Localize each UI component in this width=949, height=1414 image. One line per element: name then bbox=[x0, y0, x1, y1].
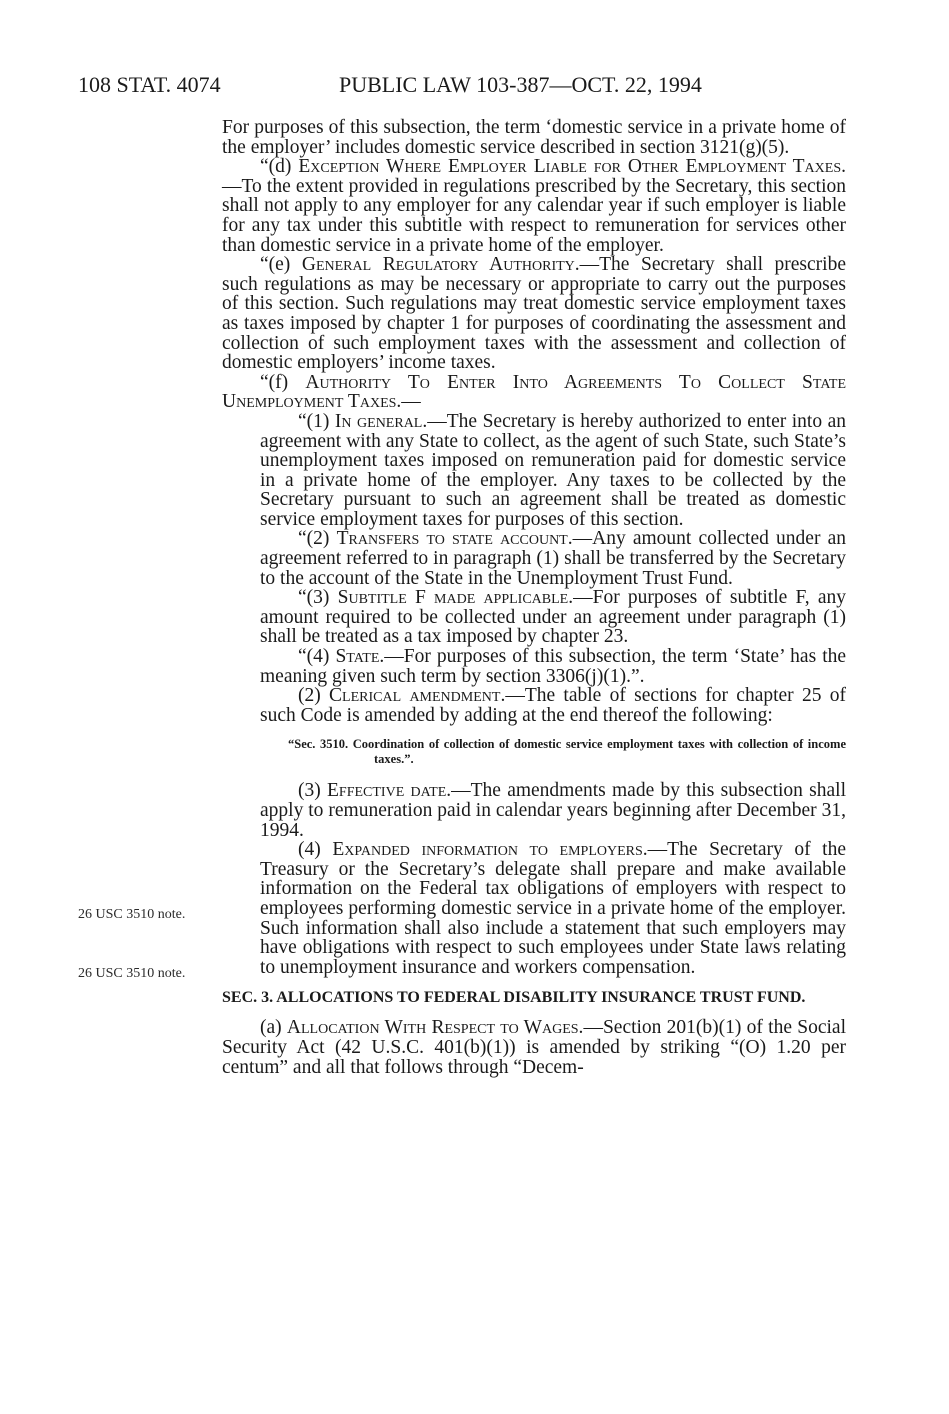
page-number: 108 STAT. 4074 bbox=[78, 72, 221, 97]
paragraph-c2-lead: (2) bbox=[298, 685, 321, 707]
added-section-entry: “Sec. 3510. Coordination of collection of domestic service employment taxes with collection of income taxes.”. bbox=[288, 737, 846, 767]
paragraph-f3-text: —For purposes of subtitle F, any amount required to be collected under an agreement under paragraph (1) shall be treated as a tax imposed by chapter 23. bbox=[260, 587, 847, 648]
paragraph-f1-heading: In general. bbox=[334, 410, 428, 432]
subsection-a-lead: (a) bbox=[260, 1017, 282, 1039]
margin-note-1: 26 USC 3510 note. bbox=[78, 907, 186, 922]
subsection-d-lead: “(d) bbox=[260, 156, 292, 178]
subsection-e-text: —The Secretary shall prescribe such regulations as may be necessary or appropriate to carry out the purposes of this section. Such regulations may treat domestic service employment taxes as taxes imposed by chapter 1 for purposes of coordinating the assessment and collection of such employment taxes with the assessment and collection of domestic employers’ income taxes. bbox=[222, 254, 846, 374]
paragraph-f3-heading: Subtitle F made applicable. bbox=[337, 587, 574, 609]
margin-note-2: 26 USC 3510 note. bbox=[78, 966, 186, 981]
paragraph-expanded-information bbox=[260, 840, 846, 977]
paragraph-f3-lead: “(3) bbox=[298, 587, 330, 609]
running-title: PUBLIC LAW 103-387—OCT. 22, 1994 bbox=[339, 72, 702, 97]
paragraph-f3 bbox=[260, 588, 846, 647]
paragraph-f4 bbox=[260, 647, 846, 686]
subsection-a bbox=[222, 1018, 846, 1077]
paragraph-c3-heading: Effective date. bbox=[327, 780, 452, 802]
body-text bbox=[222, 118, 846, 1077]
paragraph-f4-lead: “(4) bbox=[298, 646, 330, 668]
subsection-d-heading: Exception Where Employer Liable for Other Employment Taxes. bbox=[298, 156, 846, 178]
paragraph-f4-text: —For purposes of this subsection, the term ‘State’ has the meaning given such term by section 3306(j)(1).”. bbox=[260, 646, 847, 687]
subsection-f-text: — bbox=[401, 391, 421, 413]
subsection-f-heading: Authority To Enter Into Agreements To Collect State Unemployment Taxes. bbox=[222, 371, 846, 413]
paragraph-f4-heading: State. bbox=[335, 646, 385, 668]
paragraph-c4-heading: Expanded information to employers. bbox=[332, 839, 648, 861]
subsection-a-heading: Allocation With Respect to Wages. bbox=[286, 1017, 584, 1039]
subsection-f-lead: “(f) bbox=[260, 371, 289, 393]
subsection-d-text: —To the extent provided in regulations prescribed by the Secretary, this section shall not apply to any employer for any calendar year if such employer is liable for any tax under this subtitle with respect to remuneration for services other than domestic service in a private home of the employer. bbox=[222, 175, 846, 256]
paragraph-c3-text: —The amendments made by this subsection shall apply to remuneration paid in calendar years beginning after December 31, 1994. bbox=[260, 780, 846, 841]
paragraph-f1 bbox=[260, 412, 846, 530]
paragraph-f2-heading: Transfers to state account. bbox=[336, 528, 573, 550]
paragraph-c2-text: —The table of sections for chapter 25 of such Code is amended by adding at the end thereof the following: bbox=[260, 685, 847, 726]
subsection-e-lead: “(e) bbox=[260, 254, 291, 276]
paragraph-effective-date bbox=[260, 781, 846, 840]
paragraph-c3-lead: (3) bbox=[298, 780, 321, 802]
paragraph-c4-lead: (4) bbox=[298, 839, 321, 861]
subsection-d bbox=[222, 157, 846, 255]
page-header bbox=[78, 70, 758, 100]
paragraph-c4-text: —The Secretary of the Treasury or the Secretary’s delegate shall prepare and make available information on the Federal tax obligations of employers with respect to employees performing domestic service in a private home of the employer. Such information shall also include a statement that such employers may have obligations with respect to such employees under State laws relating to unemployment insurance and workers compensation. bbox=[260, 839, 846, 978]
paragraph-definition: For purposes of this subsection, the term ‘domestic service in a private home of the employer’ includes domestic service described in section 3121(g)(5). bbox=[222, 117, 846, 158]
subsection-e bbox=[222, 255, 846, 373]
section-3-heading: SEC. 3. ALLOCATIONS TO FEDERAL DISABILITY INSURANCE TRUST FUND. bbox=[222, 989, 806, 1007]
subsection-f bbox=[222, 373, 846, 412]
paragraph-f1-text: —The Secretary is hereby authorized to enter into an agreement with any State to collect, as the agent of such State, such State’s unemployment taxes imposed on remuneration paid for domestic service in a private home of the employer. Any taxes to be collected by the Secretary pursuant to such an agreement shall be treated as domestic service employment taxes for purposes of this section. bbox=[260, 410, 847, 530]
subsection-a-text: —Section 201(b)(1) of the Social Security Act (42 U.S.C. 401(b)(1)) is amended by striking “(O) 1.20 per centum” and all that follows through “Decem- bbox=[222, 1017, 846, 1078]
paragraph-f2-lead: “(2) bbox=[298, 528, 330, 550]
paragraph-c2-heading: Clerical amendment. bbox=[329, 685, 506, 707]
paragraph-clerical-amendment bbox=[260, 686, 846, 725]
paragraph-f2-text: —Any amount collected under an agreement referred to in paragraph (1) shall be transferred by the Secretary to the account of the State in the Unemployment Trust Fund. bbox=[260, 528, 846, 589]
subsection-e-heading: General Regulatory Authority. bbox=[301, 254, 580, 276]
paragraph-f1-lead: “(1) bbox=[298, 410, 330, 432]
paragraph-f2 bbox=[260, 529, 846, 588]
